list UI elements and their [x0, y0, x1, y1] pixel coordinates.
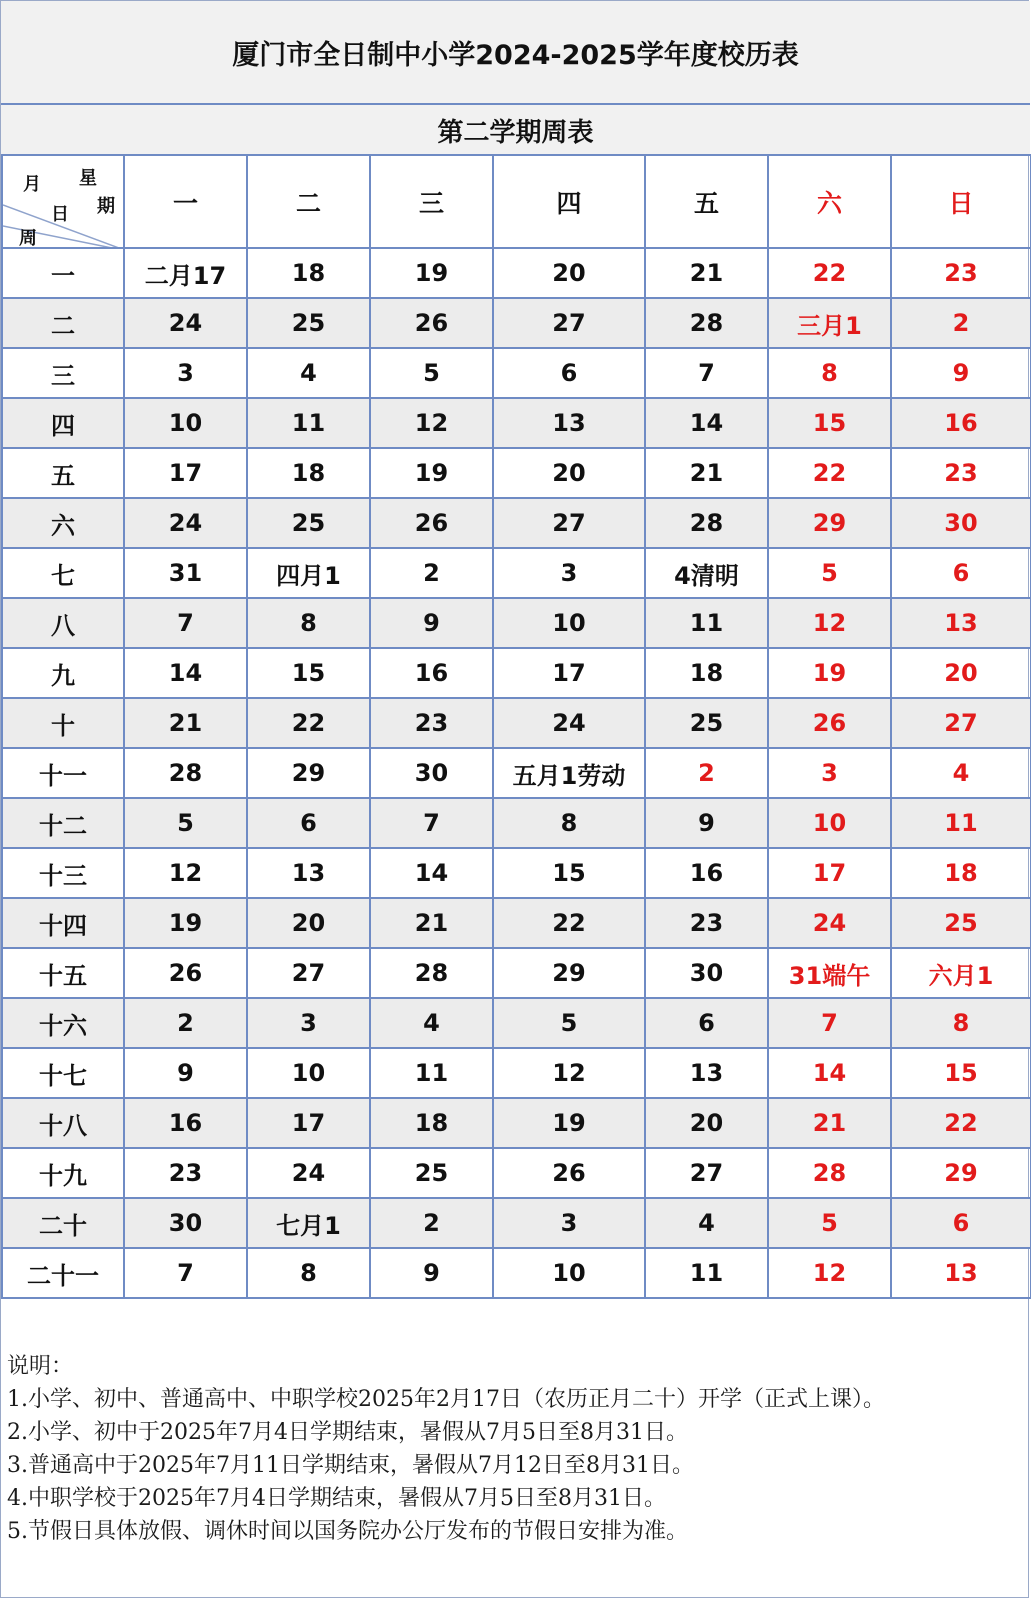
day-cell: 25 [247, 298, 370, 348]
day-cell: 15 [493, 848, 645, 898]
week-number-cell: 四 [2, 398, 124, 448]
week-row [2, 948, 1031, 998]
week-number-cell: 七 [2, 548, 124, 598]
day-cell: 19 [493, 1098, 645, 1148]
day-cell: 19 [124, 898, 247, 948]
day-cell: 7 [645, 348, 768, 398]
day-cell: 9 [370, 598, 493, 648]
day-cell: 28 [124, 748, 247, 798]
day-cell: 2 [891, 298, 1031, 348]
semester-subtitle: 第二学期周表 [1, 105, 1030, 155]
day-cell: 16 [645, 848, 768, 898]
notes-section [7, 1350, 1022, 1548]
week-number-cell: 十八 [2, 1098, 124, 1148]
day-cell: 六月1 [891, 948, 1031, 998]
day-cell: 19 [370, 248, 493, 298]
day-cell: 8 [247, 598, 370, 648]
day-cell: 11 [247, 398, 370, 448]
day-cell: 26 [124, 948, 247, 998]
day-cell: 21 [370, 898, 493, 948]
week-number-cell: 二十 [2, 1198, 124, 1248]
day-cell: 4 [645, 1198, 768, 1248]
day-cell: 16 [370, 648, 493, 698]
week-row [2, 848, 1031, 898]
day-cell: 24 [124, 498, 247, 548]
day-cell: 5 [493, 998, 645, 1048]
day-cell: 4 [370, 998, 493, 1048]
day-cell: 6 [493, 348, 645, 398]
note-item: 3.普通高中于2025年7月11日学期结束，暑假从7月12日至8月31日。 [7, 1453, 694, 1478]
day-cell: 2 [645, 748, 768, 798]
week-row [2, 898, 1031, 948]
day-cell: 25 [645, 698, 768, 748]
corner-header-cell [2, 155, 124, 248]
day-cell: 22 [247, 698, 370, 748]
day-cell: 10 [124, 398, 247, 448]
day-cell: 24 [247, 1148, 370, 1198]
week-row [2, 348, 1031, 398]
day-cell: 10 [768, 798, 891, 848]
day-cell: 3 [493, 548, 645, 598]
weekday-wed: 三 [370, 155, 493, 248]
day-cell: 22 [493, 898, 645, 948]
day-cell: 2 [124, 998, 247, 1048]
day-cell: 18 [247, 448, 370, 498]
week-row [2, 1248, 1031, 1298]
day-cell: 20 [493, 248, 645, 298]
day-cell: 3 [247, 998, 370, 1048]
week-row [2, 598, 1031, 648]
day-cell: 12 [124, 848, 247, 898]
day-cell: 23 [370, 698, 493, 748]
day-cell: 28 [645, 298, 768, 348]
day-cell: 12 [768, 1248, 891, 1298]
note-item: 1.小学、初中、普通高中、中职学校2025年2月17日（农历正月二十）开学（正式上课）。 [7, 1387, 885, 1412]
day-cell: 30 [645, 948, 768, 998]
day-cell: 21 [645, 248, 768, 298]
week-row [2, 1198, 1031, 1248]
day-cell: 20 [247, 898, 370, 948]
day-cell: 18 [645, 648, 768, 698]
week-number-cell: 十二 [2, 798, 124, 848]
week-number-cell: 五 [2, 448, 124, 498]
day-cell: 12 [493, 1048, 645, 1098]
week-row [2, 998, 1031, 1048]
week-row [2, 1048, 1031, 1098]
day-cell: 22 [891, 1098, 1031, 1148]
day-cell: 7 [124, 598, 247, 648]
week-number-cell: 十 [2, 698, 124, 748]
day-cell: 4清明 [645, 548, 768, 598]
week-row [2, 748, 1031, 798]
day-cell: 17 [247, 1098, 370, 1148]
day-cell: 26 [370, 298, 493, 348]
day-cell: 21 [645, 448, 768, 498]
day-cell: 5 [768, 1198, 891, 1248]
day-cell: 13 [645, 1048, 768, 1098]
week-number-cell: 二 [2, 298, 124, 348]
day-cell: 18 [891, 848, 1031, 898]
day-cell: 25 [891, 898, 1031, 948]
day-cell: 22 [768, 248, 891, 298]
corner-label-ri: 日 [51, 204, 69, 225]
day-cell: 20 [493, 448, 645, 498]
week-row [2, 798, 1031, 848]
day-cell: 3 [493, 1198, 645, 1248]
corner-label-yue: 月 [23, 174, 41, 195]
day-cell: 11 [645, 1248, 768, 1298]
day-cell: 25 [370, 1148, 493, 1198]
day-cell: 24 [768, 898, 891, 948]
weekday-tue: 二 [247, 155, 370, 248]
day-cell: 23 [891, 248, 1031, 298]
day-cell: 5 [768, 548, 891, 598]
day-cell: 11 [370, 1048, 493, 1098]
day-cell: 28 [370, 948, 493, 998]
day-cell: 8 [891, 998, 1031, 1048]
note-item: 4.中职学校于2025年7月4日学期结束，暑假从7月5日至8月31日。 [7, 1486, 666, 1511]
day-cell: 11 [645, 598, 768, 648]
day-cell: 10 [493, 1248, 645, 1298]
week-number-cell: 九 [2, 648, 124, 698]
week-row [2, 1148, 1031, 1198]
week-number-cell: 八 [2, 598, 124, 648]
day-cell: 13 [247, 848, 370, 898]
day-cell: 19 [768, 648, 891, 698]
day-cell: 3 [768, 748, 891, 798]
day-cell: 27 [645, 1148, 768, 1198]
day-cell: 23 [891, 448, 1031, 498]
day-cell: 15 [891, 1048, 1031, 1098]
day-cell: 27 [891, 698, 1031, 748]
day-cell: 16 [124, 1098, 247, 1148]
day-cell: 14 [645, 398, 768, 448]
day-cell: 21 [124, 698, 247, 748]
day-cell: 26 [370, 498, 493, 548]
day-cell: 25 [247, 498, 370, 548]
week-number-cell: 十五 [2, 948, 124, 998]
day-cell: 7 [768, 998, 891, 1048]
day-cell: 15 [768, 398, 891, 448]
day-cell: 14 [370, 848, 493, 898]
page-title: 厦门市全日制中小学2024-2025学年度校历表 [1, 1, 1030, 105]
day-cell: 12 [768, 598, 891, 648]
corner-label-zhou: 周 [19, 228, 37, 248]
week-number-cell: 十一 [2, 748, 124, 798]
weekday-thu: 四 [493, 155, 645, 248]
day-cell: 20 [645, 1098, 768, 1148]
day-cell: 30 [370, 748, 493, 798]
day-cell: 10 [247, 1048, 370, 1098]
day-cell: 24 [124, 298, 247, 348]
week-number-cell: 十六 [2, 998, 124, 1048]
day-cell: 四月1 [247, 548, 370, 598]
week-row [2, 398, 1031, 448]
day-cell: 18 [370, 1098, 493, 1148]
day-cell: 3 [124, 348, 247, 398]
day-cell: 8 [768, 348, 891, 398]
notes-heading: 说明： [7, 1354, 74, 1379]
note-item: 5.节假日具体放假、调休时间以国务院办公厅发布的节假日安排为准。 [7, 1519, 688, 1544]
day-cell: 29 [247, 748, 370, 798]
weekday-sun: 日 [891, 155, 1031, 248]
day-cell: 17 [768, 848, 891, 898]
corner-label-xing: 星 [79, 168, 97, 189]
weekday-header-row [2, 155, 1031, 248]
weekday-fri: 五 [645, 155, 768, 248]
day-cell: 22 [768, 448, 891, 498]
day-cell: 5 [124, 798, 247, 848]
weekly-calendar-table [1, 154, 1031, 1299]
day-cell: 二月17 [124, 248, 247, 298]
day-cell: 三月1 [768, 298, 891, 348]
day-cell: 16 [891, 398, 1031, 448]
week-row [2, 648, 1031, 698]
day-cell: 17 [493, 648, 645, 698]
day-cell: 6 [891, 548, 1031, 598]
day-cell: 28 [768, 1148, 891, 1198]
week-row [2, 698, 1031, 748]
week-row [2, 548, 1031, 598]
weekday-mon: 一 [124, 155, 247, 248]
week-number-cell: 一 [2, 248, 124, 298]
day-cell: 31 [124, 548, 247, 598]
day-cell: 21 [768, 1098, 891, 1148]
week-row [2, 298, 1031, 348]
day-cell: 8 [493, 798, 645, 848]
day-cell: 4 [891, 748, 1031, 798]
day-cell: 31端午 [768, 948, 891, 998]
note-item: 2.小学、初中于2025年7月4日学期结束，暑假从7月5日至8月31日。 [7, 1420, 688, 1445]
day-cell: 9 [891, 348, 1031, 398]
week-number-cell: 二十一 [2, 1248, 124, 1298]
day-cell: 29 [493, 948, 645, 998]
day-cell: 29 [768, 498, 891, 548]
day-cell: 27 [493, 298, 645, 348]
day-cell: 12 [370, 398, 493, 448]
day-cell: 7 [370, 798, 493, 848]
day-cell: 28 [645, 498, 768, 548]
day-cell: 9 [124, 1048, 247, 1098]
day-cell: 11 [891, 798, 1031, 848]
day-cell: 7 [124, 1248, 247, 1298]
week-number-cell: 十三 [2, 848, 124, 898]
day-cell: 13 [891, 598, 1031, 648]
day-cell: 26 [493, 1148, 645, 1198]
day-cell: 26 [768, 698, 891, 748]
week-row [2, 448, 1031, 498]
week-number-cell: 十七 [2, 1048, 124, 1098]
day-cell: 10 [493, 598, 645, 648]
day-cell: 13 [891, 1248, 1031, 1298]
day-cell: 6 [247, 798, 370, 848]
day-cell: 6 [645, 998, 768, 1048]
day-cell: 19 [370, 448, 493, 498]
day-cell: 17 [124, 448, 247, 498]
week-number-cell: 六 [2, 498, 124, 548]
day-cell: 6 [891, 1198, 1031, 1248]
day-cell: 30 [124, 1198, 247, 1248]
week-number-cell: 十九 [2, 1148, 124, 1198]
day-cell: 23 [124, 1148, 247, 1198]
day-cell: 15 [247, 648, 370, 698]
week-row [2, 248, 1031, 298]
day-cell: 18 [247, 248, 370, 298]
day-cell: 27 [493, 498, 645, 548]
corner-label-qi: 期 [97, 196, 115, 217]
day-cell: 9 [370, 1248, 493, 1298]
weekday-sat: 六 [768, 155, 891, 248]
day-cell: 30 [891, 498, 1031, 548]
day-cell: 29 [891, 1148, 1031, 1198]
day-cell: 20 [891, 648, 1031, 698]
week-number-cell: 三 [2, 348, 124, 398]
day-cell: 2 [370, 1198, 493, 1248]
day-cell: 23 [645, 898, 768, 948]
day-cell: 5 [370, 348, 493, 398]
day-cell: 七月1 [247, 1198, 370, 1248]
week-row [2, 498, 1031, 548]
day-cell: 8 [247, 1248, 370, 1298]
day-cell: 9 [645, 798, 768, 848]
day-cell: 27 [247, 948, 370, 998]
day-cell: 4 [247, 348, 370, 398]
day-cell: 13 [493, 398, 645, 448]
week-row [2, 1098, 1031, 1148]
day-cell: 2 [370, 548, 493, 598]
week-number-cell: 十四 [2, 898, 124, 948]
day-cell: 五月1劳动 [493, 748, 645, 798]
day-cell: 24 [493, 698, 645, 748]
day-cell: 14 [768, 1048, 891, 1098]
day-cell: 14 [124, 648, 247, 698]
